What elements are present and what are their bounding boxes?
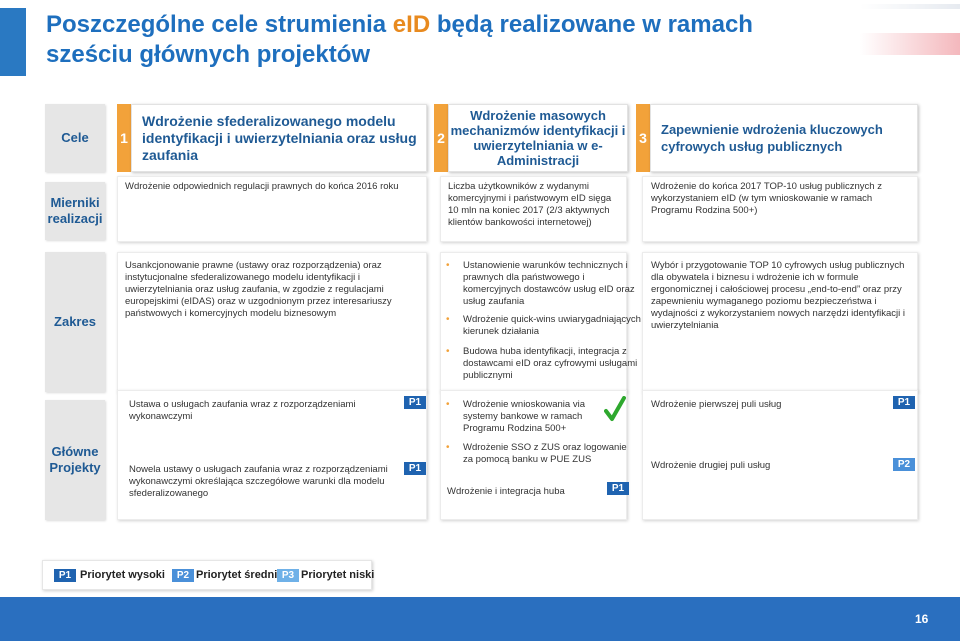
legend-label-p3: Priorytet niski: [301, 569, 375, 581]
zakres-1: Usankcjonowanie prawne (ustawy oraz rozporządzenia) oraz instytucjonalne sfederalizowanego modelu identyfikacji i uwierzytelniania oraz usług zaufania, w zgodzie z regulacjami europejskimi (eIDAS) oraz w uzgodnionym przez interesariuszy państwowych i komercyjnych modelu biznesowym: [125, 260, 392, 319]
goal-3: [650, 104, 918, 172]
priority-badge: P1: [404, 396, 426, 409]
goal-number-2: 2: [434, 104, 448, 172]
projekt-2-bullet-2: • Wdrożenie SSO z ZUS oraz logowanie za pomocą banku w PUE ZUS: [445, 442, 633, 466]
title-accent-bar: [0, 8, 26, 76]
legend-badge-p1: P1: [54, 569, 76, 582]
priority-badge: P1: [404, 462, 426, 475]
goal-1-text: Wdrożenie sfederalizowanego modelu identyfikacji i uwierzytelniania oraz usług zaufania: [142, 112, 417, 163]
page-title: [46, 10, 836, 70]
goal-number-3: 3: [636, 104, 650, 172]
projekt-1b: Nowela ustawy o usługach zaufania wraz z rozporządzeniami wykonawczymi określająca szczegółowe warunki dla modelu sfederalizowanego: [129, 464, 388, 499]
miernik-1: Wdrożenie odpowiednich regulacji prawnych do końca 2016 roku: [125, 181, 399, 192]
row-label-zakres: Zakres: [45, 252, 105, 392]
decorative-stripe: [860, 33, 960, 55]
row-label-projekty: Główne Projekty: [45, 400, 105, 520]
page-number: 16: [915, 612, 929, 626]
legend-label-p1: Priorytet wysoki: [80, 569, 165, 581]
priority-badge: P2: [893, 458, 915, 471]
projekt-1a: Ustawa o usługach zaufania wraz z rozporządzeniami wykonawczymi: [129, 399, 356, 422]
goal-2: [448, 104, 628, 172]
goal-number-1: 1: [117, 104, 131, 172]
projekt-2-final: Wdrożenie i integracja huba: [447, 486, 565, 497]
goal-3-text: Zapewnienie wdrożenia kluczowych cyfrowych usług publicznych: [661, 122, 883, 154]
legend-badge-p2: P2: [172, 569, 194, 582]
priority-badge: P1: [607, 482, 629, 495]
goal-1: [131, 104, 427, 172]
title-highlight: eID: [392, 11, 431, 38]
miernik-2: Liczba użytkowników z wydanymi komercyjnymi i państwowym eID sięga 10 mln na koniec 2017 (2/3 aktywnych klientów bankowości internetowej): [448, 181, 612, 228]
legend-label-p2: Priorytet średni: [196, 569, 278, 581]
row-label-mierniki: Mierniki realizacji: [45, 182, 105, 240]
footer-bar: [0, 597, 960, 641]
title-part1: Poszczególne cele strumienia: [46, 11, 393, 38]
priority-badge: P1: [893, 396, 915, 409]
miernik-3: Wdrożenie do końca 2017 TOP-10 usług publicznych z wykorzystaniem eID (w tym wnioskowanie w ramach Programu Rodzina 500+): [651, 181, 882, 216]
zakres-2-bullet-1: • Ustanowienie warunków technicznych i prawnych dla państwowego i komercyjnych dostawców usług eID oraz usług zaufania: [445, 260, 641, 308]
legend-badge-p3: P3: [277, 569, 299, 582]
goal-2-text: Wdrożenie masowych mechanizmów identyfikacji i uwierzytelniania w e-Administracji: [450, 108, 626, 168]
projekt-2-bullet-1: • Wdrożenie wnioskowania via systemy bankowe w ramach Programu Rodzina 500+: [445, 399, 603, 435]
row-label-cele: Cele: [45, 104, 105, 172]
decorative-stripe: [860, 4, 960, 9]
title-part2: będą realizowane w ramach sześciu głównych projektów: [46, 11, 753, 68]
zakres-3: Wybór i przygotowanie TOP 10 cyfrowych usług publicznych dla obywatela i biznesu i wdrożenie ich w formule ergonomicznej i całościowej procesu „end-to-end” oraz przy zapewnieniu wymaganego poziomu bezpieczeństwa i wydajności z wykorzystaniem nowych narzędzi identyfikacji i uwierzytelniania: [651, 260, 905, 331]
zakres-2-bullet-3: • Budowa huba identyfikacji, integracja z dostawcami eID oraz cyfrowymi usługami publicznymi: [445, 346, 641, 382]
projekt-3a: Wdrożenie pierwszej puli usług: [651, 399, 782, 410]
projekt-3b: Wdrożenie drugiej puli usług: [651, 460, 771, 471]
zakres-2-bullet-2: • Wdrożenie quick-wins uwiarygadniających kierunek działania: [445, 314, 641, 338]
checkmark-icon: [604, 396, 626, 422]
